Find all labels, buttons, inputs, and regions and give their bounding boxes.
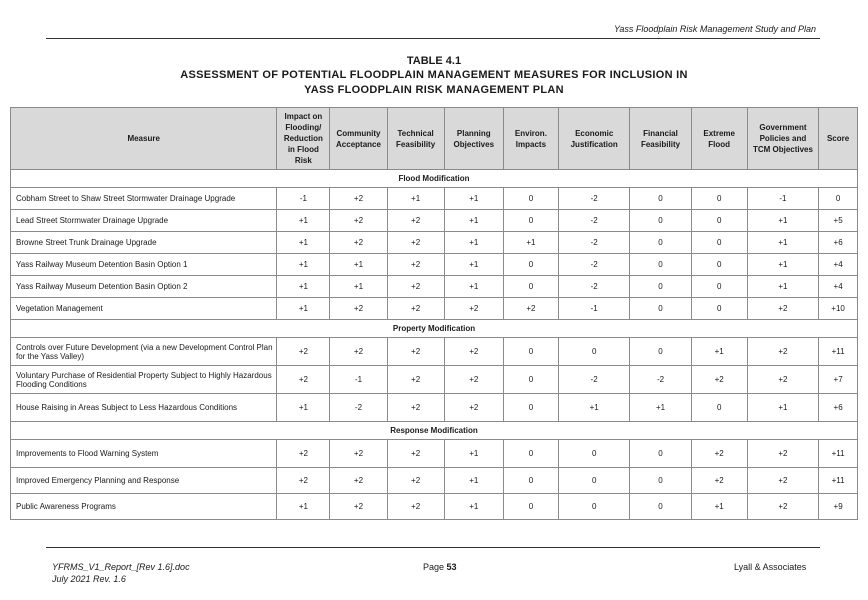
extreme-cell: +1 bbox=[691, 338, 747, 366]
community-cell: +1 bbox=[330, 254, 387, 276]
document-title: Yass Floodplain Risk Management Study and Plan bbox=[614, 24, 816, 34]
extreme-cell: 0 bbox=[691, 210, 747, 232]
footer-page bbox=[423, 562, 457, 572]
community-cell: +2 bbox=[330, 298, 387, 320]
community-cell: -1 bbox=[330, 366, 387, 394]
environ-cell: 0 bbox=[503, 210, 558, 232]
impact-cell: +2 bbox=[277, 468, 330, 494]
col-header-technical: Technical Feasibility bbox=[387, 108, 444, 170]
impact-cell: +2 bbox=[277, 366, 330, 394]
col-header-financial: Financial Feasibility bbox=[630, 108, 691, 170]
measure-cell: Yass Railway Museum Detention Basin Option 2 bbox=[11, 276, 277, 298]
technical-cell: +2 bbox=[387, 468, 444, 494]
measure-cell: Cobham Street to Shaw Street Stormwater Drainage Upgrade bbox=[11, 188, 277, 210]
col-header-impact: Impact on Flooding/ Reduction in Flood Risk bbox=[277, 108, 330, 170]
measure-cell: Yass Railway Museum Detention Basin Option 1 bbox=[11, 254, 277, 276]
footer-filename: YFRMS_V1_Report_[Rev 1.6].doc bbox=[52, 562, 190, 572]
extreme-cell: 0 bbox=[691, 298, 747, 320]
extreme-cell: 0 bbox=[691, 188, 747, 210]
col-header-extreme: Extreme Flood bbox=[691, 108, 747, 170]
measure-cell: Controls over Future Development (via a new Development Control Plan for the Yass Valley) bbox=[11, 338, 277, 366]
table-body bbox=[11, 170, 858, 520]
planning-cell: +1 bbox=[444, 232, 503, 254]
measure-cell: Improved Emergency Planning and Response bbox=[11, 468, 277, 494]
impact-cell: +2 bbox=[277, 440, 330, 468]
environ-cell: 0 bbox=[503, 276, 558, 298]
score-cell: +11 bbox=[819, 468, 858, 494]
col-header-community: Community Acceptance bbox=[330, 108, 387, 170]
table-row bbox=[11, 366, 858, 394]
economic-cell: -2 bbox=[558, 188, 629, 210]
planning-cell: +1 bbox=[444, 188, 503, 210]
economic-cell: 0 bbox=[558, 338, 629, 366]
government-cell: +2 bbox=[747, 298, 818, 320]
score-cell: +5 bbox=[819, 210, 858, 232]
community-cell: -2 bbox=[330, 394, 387, 422]
impact-cell: -1 bbox=[277, 188, 330, 210]
measure-cell: House Raising in Areas Subject to Less Hazardous Conditions bbox=[11, 394, 277, 422]
financial-cell: 0 bbox=[630, 210, 691, 232]
environ-cell: 0 bbox=[503, 494, 558, 520]
community-cell: +2 bbox=[330, 440, 387, 468]
extreme-cell: 0 bbox=[691, 394, 747, 422]
financial-cell: 0 bbox=[630, 468, 691, 494]
environ-cell: +1 bbox=[503, 232, 558, 254]
page-label: Page bbox=[423, 562, 445, 572]
extreme-cell: 0 bbox=[691, 276, 747, 298]
community-cell: +2 bbox=[330, 210, 387, 232]
government-cell: +2 bbox=[747, 440, 818, 468]
government-cell: +2 bbox=[747, 366, 818, 394]
running-header bbox=[46, 18, 820, 39]
col-header-planning: Planning Objectives bbox=[444, 108, 503, 170]
technical-cell: +2 bbox=[387, 210, 444, 232]
measure-cell: Vegetation Management bbox=[11, 298, 277, 320]
economic-cell: 0 bbox=[558, 440, 629, 468]
government-cell: +2 bbox=[747, 468, 818, 494]
planning-cell: +1 bbox=[444, 440, 503, 468]
measure-cell: Improvements to Flood Warning System bbox=[11, 440, 277, 468]
community-cell: +2 bbox=[330, 188, 387, 210]
economic-cell: +1 bbox=[558, 394, 629, 422]
measure-cell: Browne Street Trunk Drainage Upgrade bbox=[11, 232, 277, 254]
financial-cell: 0 bbox=[630, 298, 691, 320]
planning-cell: +1 bbox=[444, 254, 503, 276]
community-cell: +2 bbox=[330, 494, 387, 520]
table-row bbox=[11, 494, 858, 520]
table-title-line-2: YASS FLOODPLAIN RISK MANAGEMENT PLAN bbox=[304, 84, 564, 96]
measure-cell: Lead Street Stormwater Drainage Upgrade bbox=[11, 210, 277, 232]
economic-cell: -2 bbox=[558, 276, 629, 298]
table-row bbox=[11, 298, 858, 320]
community-cell: +1 bbox=[330, 276, 387, 298]
impact-cell: +1 bbox=[277, 394, 330, 422]
community-cell: +2 bbox=[330, 232, 387, 254]
table-row bbox=[11, 232, 858, 254]
section-row bbox=[11, 422, 858, 440]
planning-cell: +1 bbox=[444, 494, 503, 520]
table-row bbox=[11, 440, 858, 468]
score-cell: +7 bbox=[819, 366, 858, 394]
section-title: Property Modification bbox=[11, 320, 858, 338]
score-cell: 0 bbox=[819, 188, 858, 210]
section-row bbox=[11, 320, 858, 338]
measure-cell: Public Awareness Programs bbox=[11, 494, 277, 520]
government-cell: +1 bbox=[747, 276, 818, 298]
government-cell: +1 bbox=[747, 210, 818, 232]
col-header-measure: Measure bbox=[11, 108, 277, 170]
extreme-cell: +2 bbox=[691, 440, 747, 468]
environ-cell: 0 bbox=[503, 338, 558, 366]
government-cell: -1 bbox=[747, 188, 818, 210]
financial-cell: 0 bbox=[630, 440, 691, 468]
technical-cell: +2 bbox=[387, 298, 444, 320]
environ-cell: 0 bbox=[503, 440, 558, 468]
environ-cell: 0 bbox=[503, 468, 558, 494]
section-title: Response Modification bbox=[11, 422, 858, 440]
planning-cell: +1 bbox=[444, 210, 503, 232]
score-cell: +4 bbox=[819, 276, 858, 298]
environ-cell: 0 bbox=[503, 394, 558, 422]
financial-cell: 0 bbox=[630, 232, 691, 254]
score-cell: +10 bbox=[819, 298, 858, 320]
government-cell: +2 bbox=[747, 338, 818, 366]
impact-cell: +1 bbox=[277, 276, 330, 298]
government-cell: +1 bbox=[747, 232, 818, 254]
extreme-cell: 0 bbox=[691, 232, 747, 254]
financial-cell: 0 bbox=[630, 188, 691, 210]
measure-cell: Voluntary Purchase of Residential Property Subject to Highly Hazardous Flooding Conditions bbox=[11, 366, 277, 394]
technical-cell: +1 bbox=[387, 188, 444, 210]
table-row bbox=[11, 468, 858, 494]
technical-cell: +2 bbox=[387, 232, 444, 254]
table-row bbox=[11, 210, 858, 232]
environ-cell: 0 bbox=[503, 254, 558, 276]
technical-cell: +2 bbox=[387, 366, 444, 394]
financial-cell: 0 bbox=[630, 276, 691, 298]
table-row bbox=[11, 276, 858, 298]
financial-cell: 0 bbox=[630, 254, 691, 276]
footer-date-revision: July 2021 Rev. 1.6 bbox=[52, 574, 126, 584]
economic-cell: -1 bbox=[558, 298, 629, 320]
financial-cell: 0 bbox=[630, 338, 691, 366]
planning-cell: +1 bbox=[444, 276, 503, 298]
economic-cell: -2 bbox=[558, 210, 629, 232]
government-cell: +1 bbox=[747, 254, 818, 276]
table-row bbox=[11, 188, 858, 210]
col-header-score: Score bbox=[819, 108, 858, 170]
planning-cell: +1 bbox=[444, 468, 503, 494]
technical-cell: +2 bbox=[387, 440, 444, 468]
col-header-environ: Environ. Impacts bbox=[503, 108, 558, 170]
section-title: Flood Modification bbox=[11, 170, 858, 188]
planning-cell: +2 bbox=[444, 338, 503, 366]
technical-cell: +2 bbox=[387, 254, 444, 276]
footer-company: Lyall & Associates bbox=[734, 562, 807, 572]
assessment-table bbox=[10, 107, 858, 520]
impact-cell: +2 bbox=[277, 338, 330, 366]
score-cell: +11 bbox=[819, 440, 858, 468]
col-header-government: Government Policies and TCM Objectives bbox=[747, 108, 818, 170]
score-cell: +11 bbox=[819, 338, 858, 366]
financial-cell: +1 bbox=[630, 394, 691, 422]
planning-cell: +2 bbox=[444, 298, 503, 320]
score-cell: +6 bbox=[819, 394, 858, 422]
impact-cell: +1 bbox=[277, 298, 330, 320]
planning-cell: +2 bbox=[444, 394, 503, 422]
impact-cell: +1 bbox=[277, 254, 330, 276]
technical-cell: +2 bbox=[387, 394, 444, 422]
financial-cell: 0 bbox=[630, 494, 691, 520]
environ-cell: 0 bbox=[503, 188, 558, 210]
technical-cell: +2 bbox=[387, 276, 444, 298]
score-cell: +9 bbox=[819, 494, 858, 520]
financial-cell: -2 bbox=[630, 366, 691, 394]
government-cell: +1 bbox=[747, 394, 818, 422]
economic-cell: -2 bbox=[558, 232, 629, 254]
extreme-cell: +1 bbox=[691, 494, 747, 520]
economic-cell: -2 bbox=[558, 366, 629, 394]
score-cell: +6 bbox=[819, 232, 858, 254]
technical-cell: +2 bbox=[387, 494, 444, 520]
impact-cell: +1 bbox=[277, 494, 330, 520]
table-header-row bbox=[11, 108, 858, 170]
technical-cell: +2 bbox=[387, 338, 444, 366]
economic-cell: 0 bbox=[558, 468, 629, 494]
community-cell: +2 bbox=[330, 468, 387, 494]
impact-cell: +1 bbox=[277, 232, 330, 254]
economic-cell: -2 bbox=[558, 254, 629, 276]
score-cell: +4 bbox=[819, 254, 858, 276]
col-header-economic: Economic Justification bbox=[558, 108, 629, 170]
table-row bbox=[11, 338, 858, 366]
government-cell: +2 bbox=[747, 494, 818, 520]
table-row bbox=[11, 394, 858, 422]
page-number: 53 bbox=[446, 562, 457, 572]
extreme-cell: 0 bbox=[691, 254, 747, 276]
footer-rule bbox=[46, 547, 820, 548]
section-row bbox=[11, 170, 858, 188]
community-cell: +2 bbox=[330, 338, 387, 366]
extreme-cell: +2 bbox=[691, 468, 747, 494]
economic-cell: 0 bbox=[558, 494, 629, 520]
environ-cell: 0 bbox=[503, 366, 558, 394]
table-row bbox=[11, 254, 858, 276]
planning-cell: +2 bbox=[444, 366, 503, 394]
impact-cell: +1 bbox=[277, 210, 330, 232]
table-number: TABLE 4.1 bbox=[406, 55, 462, 67]
environ-cell: +2 bbox=[503, 298, 558, 320]
table-title-line-1: ASSESSMENT OF POTENTIAL FLOODPLAIN MANAGEMENT MEASURES FOR INCLUSION IN bbox=[180, 69, 688, 81]
extreme-cell: +2 bbox=[691, 366, 747, 394]
